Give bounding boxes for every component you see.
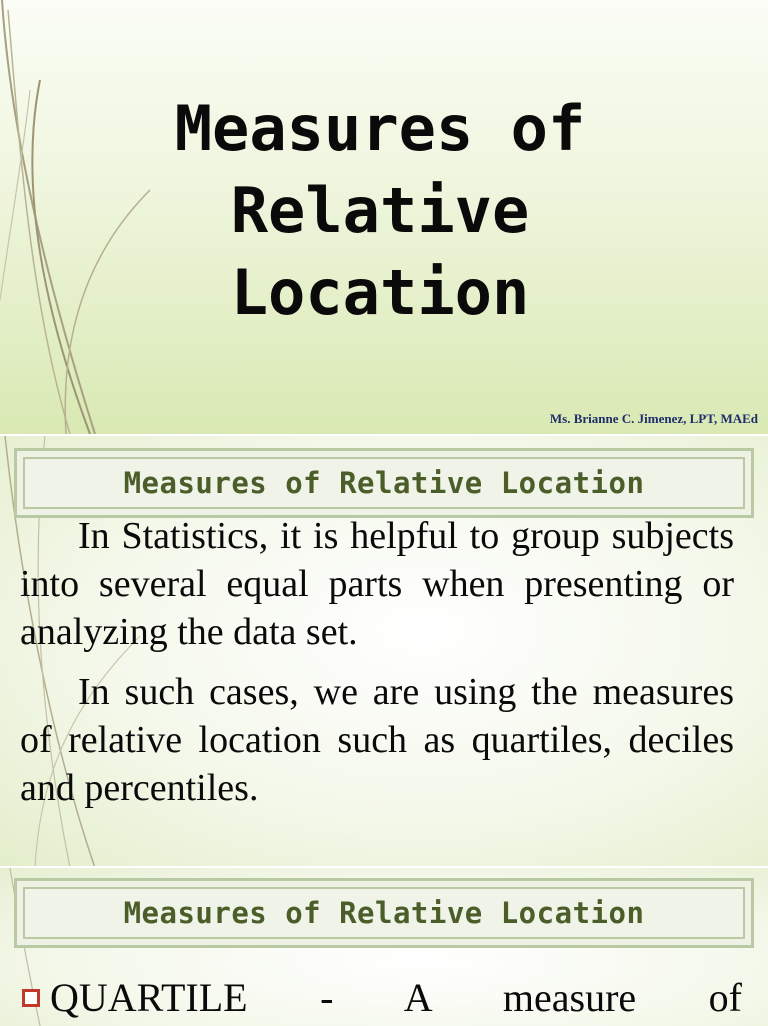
title-line: Location [230, 256, 530, 329]
square-bullet-icon [22, 989, 40, 1007]
title-slide [0, 0, 768, 434]
title-line: Measures of [174, 92, 586, 165]
title-line: Relative [230, 174, 530, 247]
bullet-text: QUARTILE - A measure of [50, 975, 742, 1020]
section-header-box [14, 448, 754, 518]
section-header: Measures of Relative Location [123, 466, 645, 500]
section-header: Measures of Relative Location [123, 896, 645, 930]
body-paragraph: In such cases, we are using the measures of relative location such as quartiles, deciles and percentiles. [20, 671, 734, 809]
author-credit: Ms. Brianne C. Jimenez, LPT, MAEd [549, 411, 758, 426]
slide-title [60, 88, 700, 334]
content-slide [0, 434, 768, 868]
section-header-box [14, 878, 754, 948]
body-paragraph: In Statistics, it is helpful to group subjects into several equal parts when presenting or analyzing the data set. [20, 515, 734, 653]
content-slide [0, 866, 768, 1026]
bullet-item [22, 974, 742, 1021]
